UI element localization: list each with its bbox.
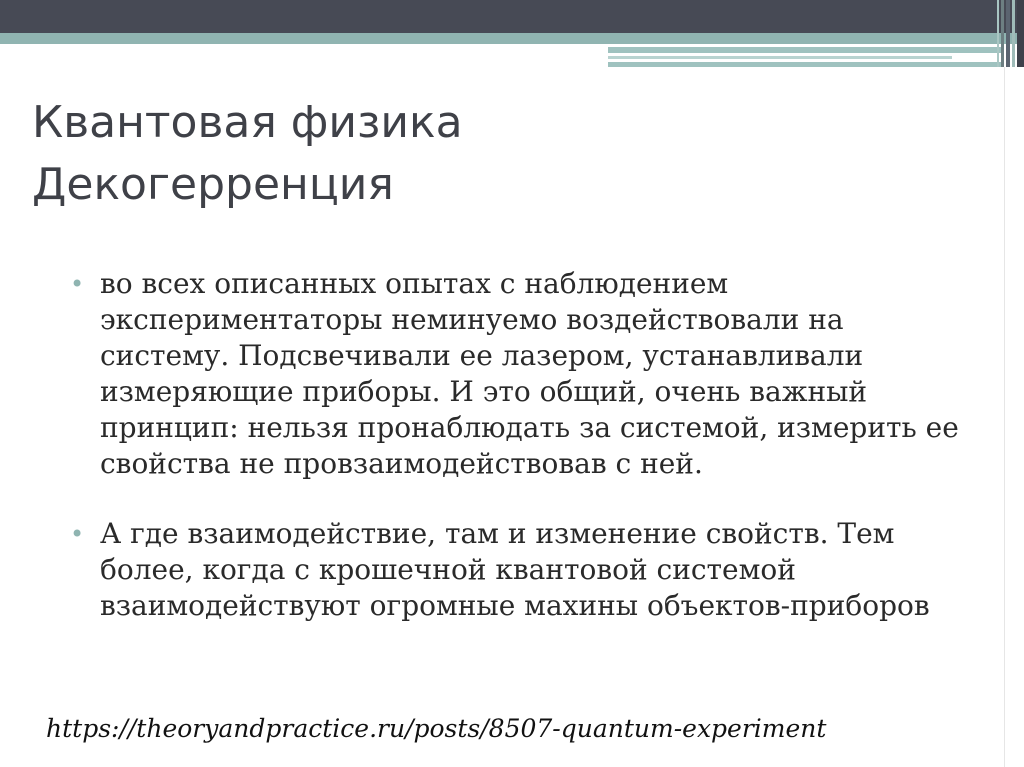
accent-line: [608, 62, 1004, 67]
accent-band: [0, 33, 1024, 44]
bullet-text: во всех описанных опытах с наблюдением экспериментаторы неминуемо воздействовали на систему. Подсвечивали ее лазером, устанавливали измеряющие приборы. И это общий, очень важный принцип: нельзя пронаблюдать за системой, измерить ее свойства не провзаимодействовав с ней.: [100, 267, 959, 480]
title-line-1: Квантовая физика: [32, 97, 463, 148]
edge-stripe: [1017, 0, 1024, 67]
bullet-icon: •: [70, 520, 85, 548]
slide-title: [32, 92, 732, 216]
edge-stripe: [1001, 0, 1004, 67]
bullet-icon: •: [70, 270, 85, 298]
header-band: [0, 0, 1024, 33]
edge-stripe: [997, 0, 999, 67]
accent-line: [608, 56, 952, 59]
bullet-text: А где взаимодействие, там и изменение свойств. Тем более, когда с крошечной квантовой системой взаимодействуют огромные махины объектов-приборов: [100, 517, 930, 622]
bullet-list: [70, 266, 980, 658]
accent-line: [608, 47, 1004, 53]
edge-stripe: [1006, 0, 1010, 67]
list-item: [70, 516, 980, 624]
list-item: [70, 266, 980, 482]
title-line-2: Декогерренция: [32, 159, 394, 210]
edge-stripe: [1012, 0, 1015, 67]
source-link[interactable]: https://theoryandpractice.ru/posts/8507-quantum-experiment: [46, 714, 827, 743]
slide-edge-line: [1004, 67, 1005, 767]
